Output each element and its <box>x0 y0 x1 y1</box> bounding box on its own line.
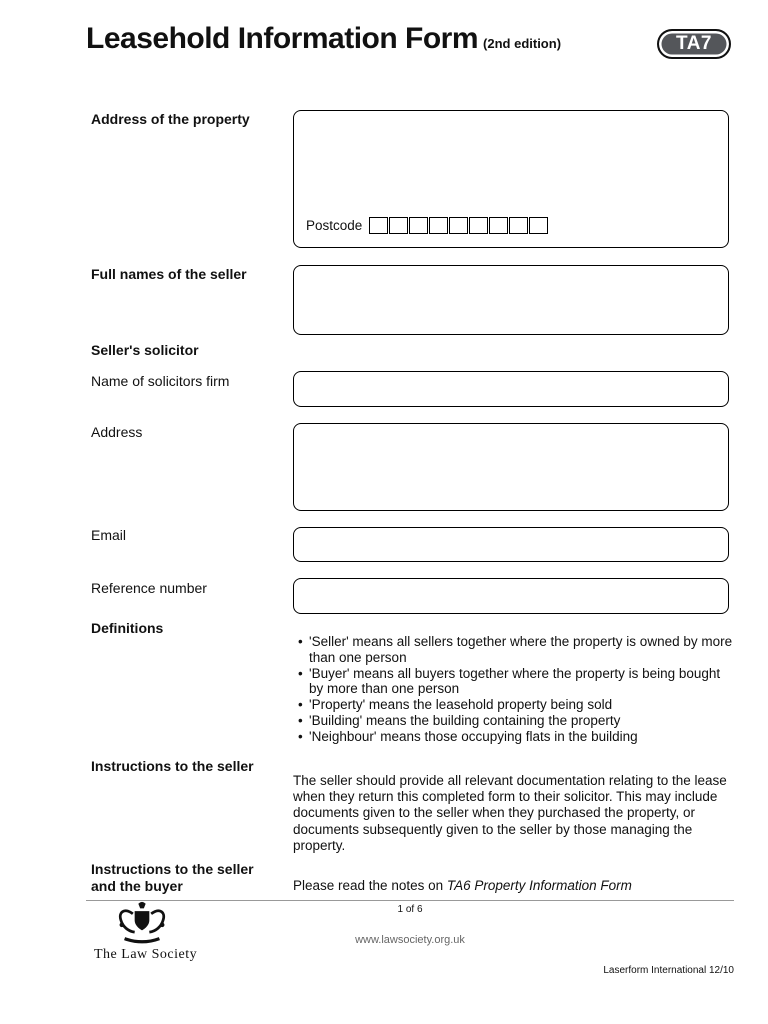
bullet-icon: • <box>298 665 303 681</box>
property-address-label: Address of the property <box>91 111 250 127</box>
ta7-badge: TA7 <box>657 29 731 59</box>
solicitor-firm-label: Name of solicitors firm <box>91 373 230 389</box>
page-number: 1 of 6 <box>397 904 423 915</box>
property-address-field[interactable] <box>293 110 729 248</box>
instructions-seller-buyer-label-line1: Instructions to the seller <box>91 861 254 877</box>
definition-item <box>293 666 733 698</box>
definition-text: 'Neighbour' means those occupying flats in the building <box>309 728 638 744</box>
solicitor-section-heading: Seller's solicitor <box>91 342 199 358</box>
instructions-seller-label: Instructions to the seller <box>91 758 254 774</box>
seller-names-label: Full names of the seller <box>91 266 247 282</box>
solicitor-email-label: Email <box>91 527 127 543</box>
postcode-cell[interactable] <box>449 217 468 234</box>
solicitor-address-field[interactable] <box>293 423 729 511</box>
seller-names-field[interactable] <box>293 265 729 335</box>
instructions-seller-text: The seller should provide all relevant documentation relating to the lease when they return this completed form to their solicitor. This may include documents given to the seller when they purchased the property, or documents subsequently given to the seller by those managing the property. <box>293 773 727 853</box>
solicitor-email-field[interactable] <box>293 527 729 562</box>
instructions-seller-buyer-label <box>91 861 271 895</box>
bullet-icon: • <box>298 634 303 649</box>
page-title <box>86 22 561 56</box>
form-title: Leasehold Information Form <box>86 22 479 55</box>
definition-text: 'Property' means the leasehold property being sold <box>309 697 613 713</box>
postcode-cell[interactable] <box>469 217 488 234</box>
definitions-list <box>293 634 733 744</box>
notes-text-plain: Please read the notes on <box>293 878 447 893</box>
footer-imprint: Laserform International 12/10 <box>603 965 734 976</box>
definition-item <box>293 634 733 666</box>
postcode-cell[interactable] <box>389 217 408 234</box>
definition-item <box>293 713 733 729</box>
postcode-cell[interactable] <box>409 217 428 234</box>
footer-divider <box>86 900 734 901</box>
bullet-icon: • <box>298 712 303 728</box>
postcode-cell[interactable] <box>369 217 388 234</box>
solicitor-firm-field[interactable] <box>293 371 729 407</box>
instructions-seller-buyer-text <box>293 878 735 894</box>
definition-text: 'Building' means the building containing the property <box>309 712 621 728</box>
definition-text: 'Seller' means all sellers together where the property is owned by more than one person <box>309 634 733 665</box>
postcode-label: Postcode <box>306 218 363 233</box>
definition-item <box>293 697 733 713</box>
postcode-cell[interactable] <box>489 217 508 234</box>
notes-text-form-name: TA6 Property Information Form <box>446 878 632 893</box>
footer-website: www.lawsociety.org.uk <box>355 934 465 946</box>
instructions-seller-buyer-label-line2: and the buyer <box>91 877 183 894</box>
bullet-icon: • <box>298 697 303 713</box>
law-society-crest-icon <box>112 901 172 945</box>
postcode-cell[interactable] <box>429 217 448 234</box>
definition-item <box>293 729 733 745</box>
form-edition: (2nd edition) <box>483 36 562 51</box>
postcode-row <box>306 217 549 234</box>
solicitor-address-label: Address <box>91 424 143 440</box>
law-society-caption: The Law Society <box>94 947 198 962</box>
reference-number-label: Reference number <box>91 580 207 596</box>
definitions-label: Definitions <box>91 620 164 636</box>
postcode-cell[interactable] <box>509 217 528 234</box>
bullet-icon: • <box>298 728 303 744</box>
reference-number-field[interactable] <box>293 578 729 614</box>
postcode-cells <box>369 217 549 234</box>
postcode-cell[interactable] <box>529 217 548 234</box>
definition-text: 'Buyer' means all buyers together where the property is being bought by more than one person <box>309 665 721 697</box>
